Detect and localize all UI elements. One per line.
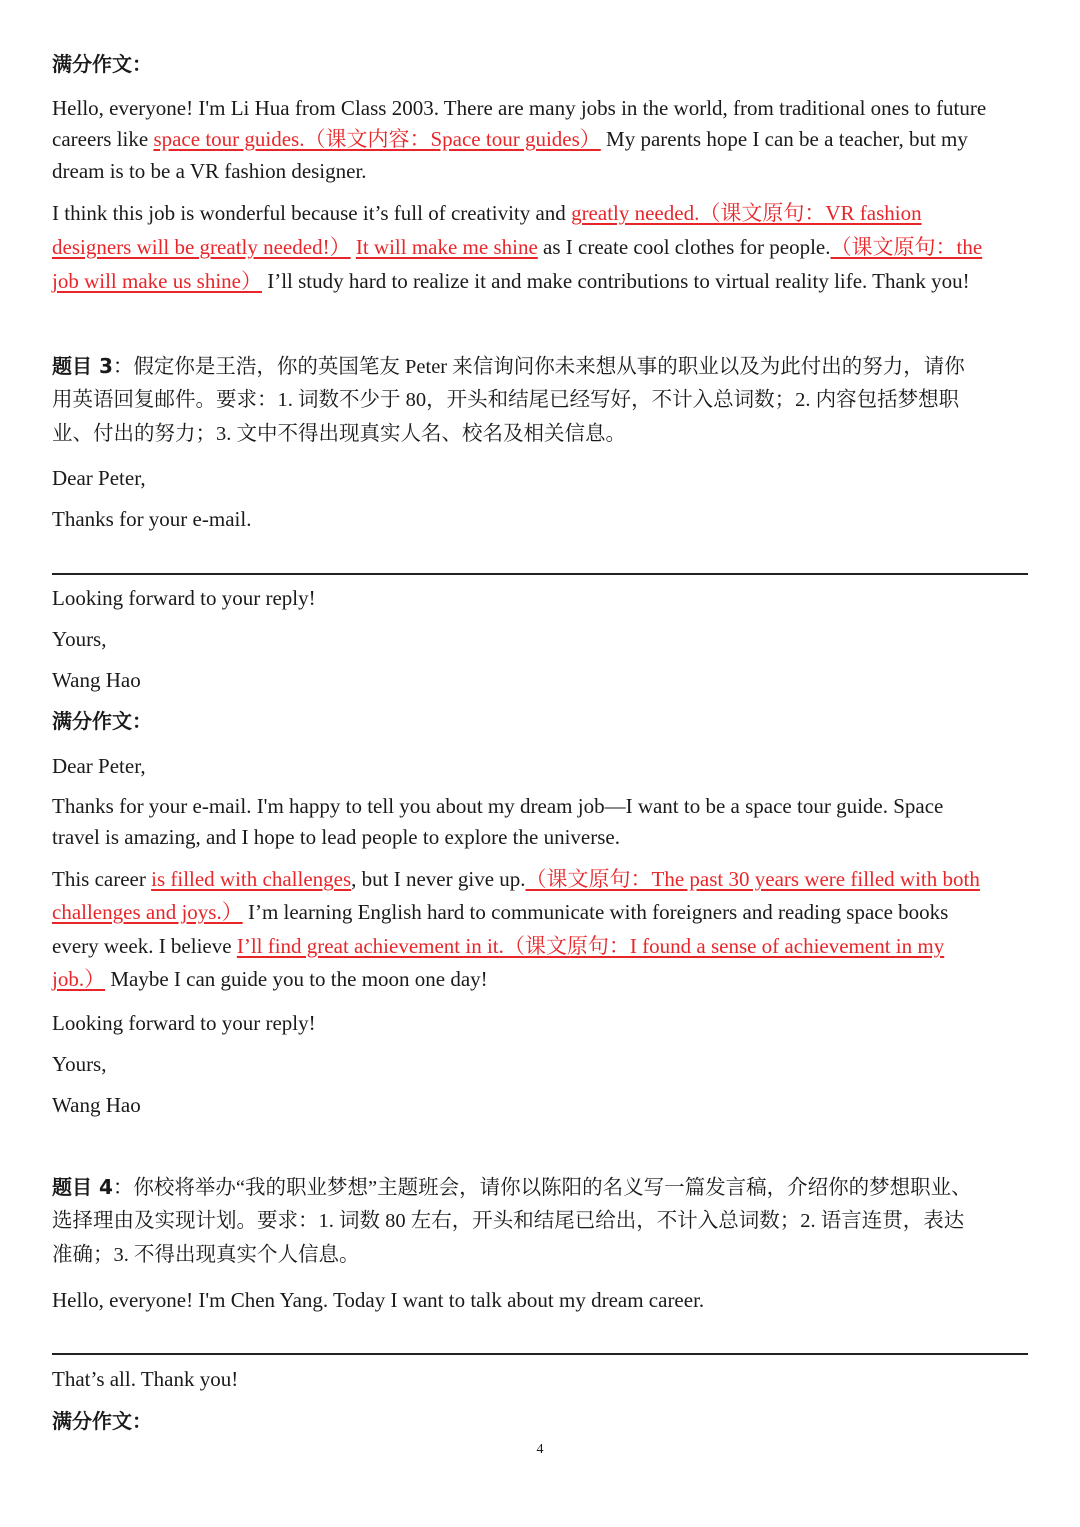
task-label: 题目 3 — [52, 354, 113, 378]
highlighted-phrase: is filled with challenges — [151, 867, 352, 891]
textbook-reference: job will make us shine） — [52, 269, 262, 293]
task-label: 题目 4 — [52, 1175, 113, 1199]
essay1-line: careers like space tour guides.（课文内容：Space tour guides） My parents hope I can be a teacher, but my — [52, 127, 968, 151]
essay1-line: dream is to be a VR fashion designer. — [52, 159, 367, 183]
essay-heading: 满分作文： — [52, 1409, 152, 1433]
essay1-line: job will make us shine） I’ll study hard to realize it and make contributions to virtual reality life. Thank you! — [52, 269, 970, 293]
essay1-line: I think this job is wonderful because it’s full of creativity and greatly needed.（课文原句：VR fashion — [52, 201, 922, 225]
task-prompt-line: 选择理由及实现计划。要求：1. 词数 80 左右，开头和结尾已给出，不计入总词数；2. 语言连贯，表达 — [52, 1210, 965, 1232]
essay2-line: every week. I believe I’ll find great achievement in it.（课文原句：I found a sense of achievement in my — [52, 934, 945, 958]
essay2-line: challenges and joys.） I’m learning English hard to communicate with foreigners and reading space books — [52, 900, 949, 924]
letter-signature: Wang Hao — [52, 1093, 141, 1117]
essay1-line: designers will be greatly needed!） It will make me shine as I create cool clothes for people.（课文原句：the — [52, 235, 983, 259]
textbook-reference: greatly needed.（课文原句：VR fashion — [571, 201, 922, 225]
speech-closing: That’s all. Thank you! — [52, 1367, 239, 1391]
letter-signoff: Yours, — [52, 1052, 107, 1076]
task-prompt-line: 准确；3. 不得出现真实个人信息。 — [52, 1244, 360, 1266]
letter-closing: Looking forward to your reply! — [52, 586, 316, 610]
highlighted-phrase: It will make me shine — [355, 235, 538, 259]
task-prompt-line: 题目 4：你校将举办“我的职业梦想”主题班会，请你以陈阳的名义写一篇发言稿，介绍你的梦想职业、 — [52, 1175, 972, 1199]
essay2-line: Thanks for your e-mail. I'm happy to tell you about my dream job—I want to be a space tour guide. Space — [52, 794, 944, 818]
essay-heading: 满分作文： — [52, 52, 152, 76]
textbook-reference: job.） — [52, 967, 106, 991]
letter-signature: Wang Hao — [52, 668, 141, 692]
letter-greeting: Dear Peter, — [52, 466, 146, 490]
task-prompt-line: 用英语回复邮件。要求：1. 词数不少于 80，开头和结尾已经写好，不计入总词数；2. 内容包括梦想职 — [52, 389, 960, 411]
letter-signoff: Yours, — [52, 627, 107, 651]
letter-greeting: Dear Peter, — [52, 754, 146, 778]
essay2-line: travel is amazing, and I hope to lead people to explore the universe. — [52, 825, 620, 849]
textbook-reference: space tour guides.（课文内容：Space tour guides） — [153, 127, 601, 151]
letter-opening: Thanks for your e-mail. — [52, 507, 252, 531]
page-number: 4 — [536, 1442, 544, 1457]
letter-closing: Looking forward to your reply! — [52, 1011, 316, 1035]
textbook-reference: designers will be greatly needed!） — [52, 235, 351, 259]
textbook-reference: challenges and joys.） — [52, 900, 243, 924]
task-prompt-line: 业、付出的努力；3. 文中不得出现真实人名、校名及相关信息。 — [52, 423, 626, 445]
answer-rule — [52, 1353, 1028, 1355]
essay1-line: Hello, everyone! I'm Li Hua from Class 2003. There are many jobs in the world, from traditional ones to future — [52, 96, 987, 120]
task-prompt-line: 题目 3：假定你是王浩，你的英国笔友 Peter 来信询问你未来想从事的职业以及为此付出的努力，请你 — [52, 354, 965, 378]
speech-opening: Hello, everyone! I'm Chen Yang. Today I want to talk about my dream career. — [52, 1288, 705, 1312]
essay2-line: job.） Maybe I can guide you to the moon one day! — [52, 967, 488, 991]
textbook-reference: （课文原句：The past 30 years were filled with both — [525, 867, 980, 891]
textbook-reference: I’ll find great achievement in it.（课文原句：I found a sense of achievement in my — [236, 934, 945, 958]
essay-heading: 满分作文： — [52, 709, 152, 733]
answer-rule — [52, 573, 1028, 575]
essay2-line: This career is filled with challenges, but I never give up.（课文原句：The past 30 years were filled with both — [52, 867, 980, 891]
textbook-reference: （课文原句：the — [830, 235, 983, 259]
